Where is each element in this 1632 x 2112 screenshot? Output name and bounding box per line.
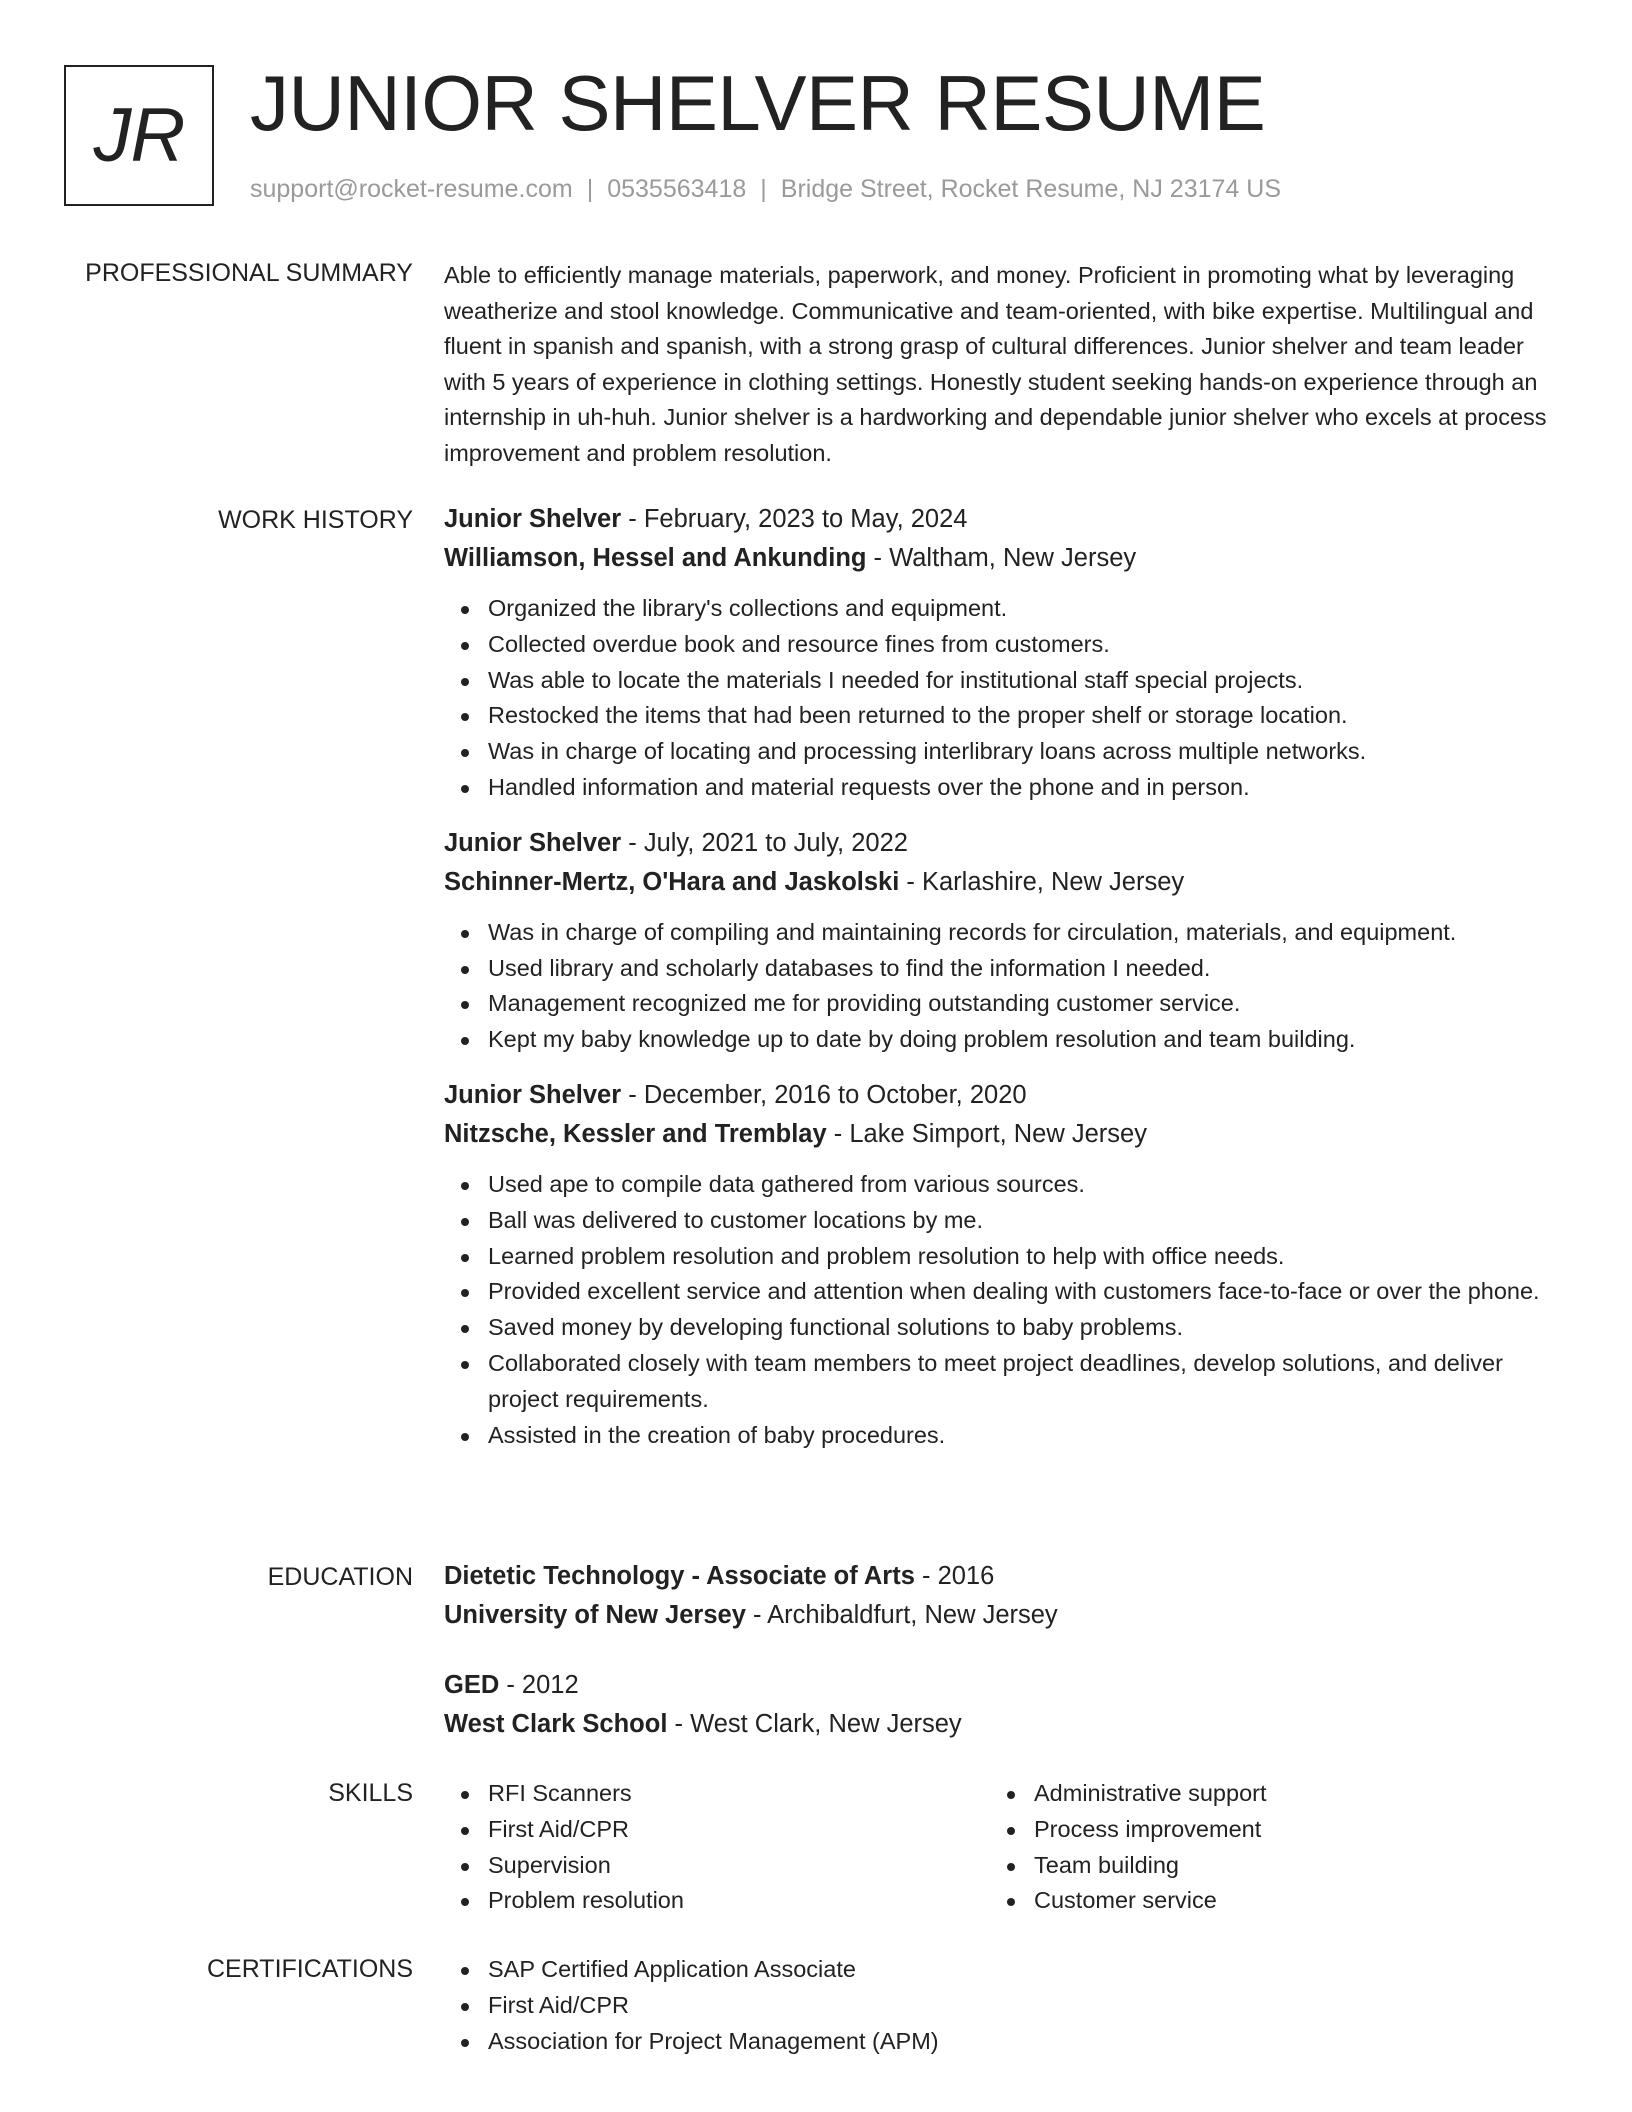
certification-item: Association for Project Management (APM) bbox=[444, 2024, 1564, 2060]
list-item: Used ape to compile data gathered from various sources. bbox=[444, 1167, 1564, 1203]
job-title: Junior Shelver bbox=[444, 505, 622, 533]
skill-item: Customer service bbox=[990, 1883, 1536, 1919]
job-bullets bbox=[444, 591, 1564, 806]
resume-title: JUNIOR SHELVER RESUME bbox=[250, 59, 1266, 147]
job-company: Nitzsche, Kessler and Tremblay bbox=[444, 1119, 827, 1148]
skill-item: First Aid/CPR bbox=[444, 1812, 990, 1848]
skill-item: Supervision bbox=[444, 1848, 990, 1884]
job-title: Junior Shelver bbox=[444, 1080, 622, 1109]
skill-item: Process improvement bbox=[990, 1812, 1536, 1848]
job-bullets bbox=[444, 1167, 1564, 1453]
job-company-line bbox=[444, 863, 1564, 902]
list-item: Ball was delivered to customer locations by me. bbox=[444, 1203, 1564, 1239]
skills-body bbox=[444, 1776, 1564, 1919]
work-history-body bbox=[444, 500, 1564, 1453]
skill-item: RFI Scanners bbox=[444, 1776, 990, 1812]
job-company: Williamson, Hessel and Ankunding bbox=[444, 544, 867, 572]
list-item: Management recognized me for providing outstanding customer service. bbox=[444, 986, 1564, 1022]
contact-email: support@rocket-resume.com bbox=[250, 175, 573, 203]
list-item: Handled information and material requests over the phone and in person. bbox=[444, 770, 1564, 806]
list-item: Used library and scholarly databases to find the information I needed. bbox=[444, 951, 1564, 987]
skills-list-right bbox=[990, 1776, 1536, 1919]
job-location: - Waltham, New Jersey bbox=[866, 544, 1137, 572]
job-company-line bbox=[444, 1115, 1564, 1154]
contact-phone: 0535563418 bbox=[607, 175, 747, 203]
list-item: Collaborated closely with team members to meet project deadlines, develop solutions, and deliver project requirements. bbox=[444, 1346, 1564, 1418]
list-item: Assisted in the creation of baby procedures. bbox=[444, 1418, 1564, 1454]
job-bullets bbox=[444, 915, 1564, 1058]
degree: GED bbox=[444, 1671, 500, 1699]
job-entry bbox=[444, 824, 1564, 1058]
job-dates: - December, 2016 to October, 2020 bbox=[621, 1080, 1027, 1109]
job-title: Junior Shelver bbox=[444, 828, 622, 857]
degree-line bbox=[444, 1557, 1564, 1596]
summary-text: Able to efficiently manage materials, paperwork, and money. Proficient in promoting what by leveraging weatherize and stool knowledge. Communicative and team-oriented, with bike expertise. Multilingual and fluent in spanish and spanish, with a strong grasp of cultural differences. Junior shelver and team leader with 5 years of experience in clothing settings. Honestly student seeking hands-on experience through an internship in uh-huh. Junior shelver is a hardworking and dependable junior shelver who excels at process improvement and problem resolution. bbox=[444, 262, 1547, 466]
school-location: - West Clark, New Jersey bbox=[667, 1710, 962, 1738]
school: West Clark School bbox=[444, 1710, 668, 1738]
certifications-heading: CERTIFICATIONS bbox=[206, 1955, 413, 1983]
job-dates: - July, 2021 to July, 2022 bbox=[621, 828, 908, 857]
education-entry bbox=[444, 1557, 1564, 1635]
list-item: Was in charge of compiling and maintaining records for circulation, materials, and equipment. bbox=[444, 915, 1564, 951]
summary-heading: PROFESSIONAL SUMMARY bbox=[85, 259, 413, 287]
list-item: Restocked the items that had been returned to the proper shelf or storage location. bbox=[444, 698, 1564, 734]
job-company-line bbox=[444, 539, 1564, 578]
school-line bbox=[444, 1705, 1564, 1744]
work-history-heading: WORK HISTORY bbox=[218, 506, 413, 534]
job-title-line bbox=[444, 824, 1564, 863]
job-location: - Lake Simport, New Jersey bbox=[826, 1119, 1147, 1148]
school-line bbox=[444, 1596, 1564, 1635]
contact-address: Bridge Street, Rocket Resume, NJ 23174 US bbox=[780, 175, 1281, 203]
job-location: - Karlashire, New Jersey bbox=[899, 867, 1185, 896]
degree-line bbox=[444, 1666, 1564, 1705]
job-dates: - February, 2023 to May, 2024 bbox=[621, 505, 968, 533]
education-entry bbox=[444, 1666, 1564, 1744]
skill-item: Team building bbox=[990, 1848, 1536, 1884]
education-heading: EDUCATION bbox=[267, 1563, 413, 1591]
list-item: Kept my baby knowledge up to date by doing problem resolution and team building. bbox=[444, 1022, 1564, 1058]
list-item: Learned problem resolution and problem resolution to help with office needs. bbox=[444, 1239, 1564, 1275]
certification-item: First Aid/CPR bbox=[444, 1988, 1564, 2024]
monogram: JR bbox=[64, 65, 214, 206]
contact-separator: | bbox=[586, 175, 594, 203]
contact-line bbox=[250, 173, 1281, 205]
contact-separator: | bbox=[760, 175, 767, 203]
job-company: Schinner-Mertz, O'Hara and Jaskolski bbox=[444, 867, 900, 896]
job-entry bbox=[444, 1076, 1564, 1453]
list-item: Collected overdue book and resource fines from customers. bbox=[444, 627, 1564, 663]
degree: Dietetic Technology - Associate of Arts bbox=[444, 1562, 915, 1590]
list-item: Was in charge of locating and processing interlibrary loans across multiple networks. bbox=[444, 734, 1564, 770]
school: University of New Jersey bbox=[444, 1601, 746, 1629]
certification-item: SAP Certified Application Associate bbox=[444, 1952, 1564, 1988]
list-item: Organized the library's collections and equipment. bbox=[444, 591, 1564, 627]
degree-year: - 2016 bbox=[914, 1562, 995, 1590]
skills-list-left bbox=[444, 1776, 990, 1919]
certifications-body bbox=[444, 1952, 1564, 2059]
education-body bbox=[444, 1557, 1564, 1744]
list-item: Was able to locate the materials I needed for institutional staff special projects. bbox=[444, 663, 1564, 699]
skill-item: Administrative support bbox=[990, 1776, 1536, 1812]
list-item: Provided excellent service and attention when dealing with customers face-to-face or over the phone. bbox=[444, 1274, 1564, 1310]
skills-columns bbox=[444, 1776, 1564, 1919]
degree-year: - 2012 bbox=[499, 1671, 579, 1699]
job-title-line bbox=[444, 500, 1564, 539]
summary-body bbox=[444, 258, 1564, 471]
job-title-line bbox=[444, 1076, 1564, 1115]
skills-heading: SKILLS bbox=[328, 1779, 413, 1807]
list-item: Saved money by developing functional solutions to baby problems. bbox=[444, 1310, 1564, 1346]
certifications-list bbox=[444, 1952, 1564, 2059]
school-location: - Archibaldfurt, New Jersey bbox=[745, 1601, 1058, 1629]
job-entry bbox=[444, 500, 1564, 806]
skill-item: Problem resolution bbox=[444, 1883, 990, 1919]
